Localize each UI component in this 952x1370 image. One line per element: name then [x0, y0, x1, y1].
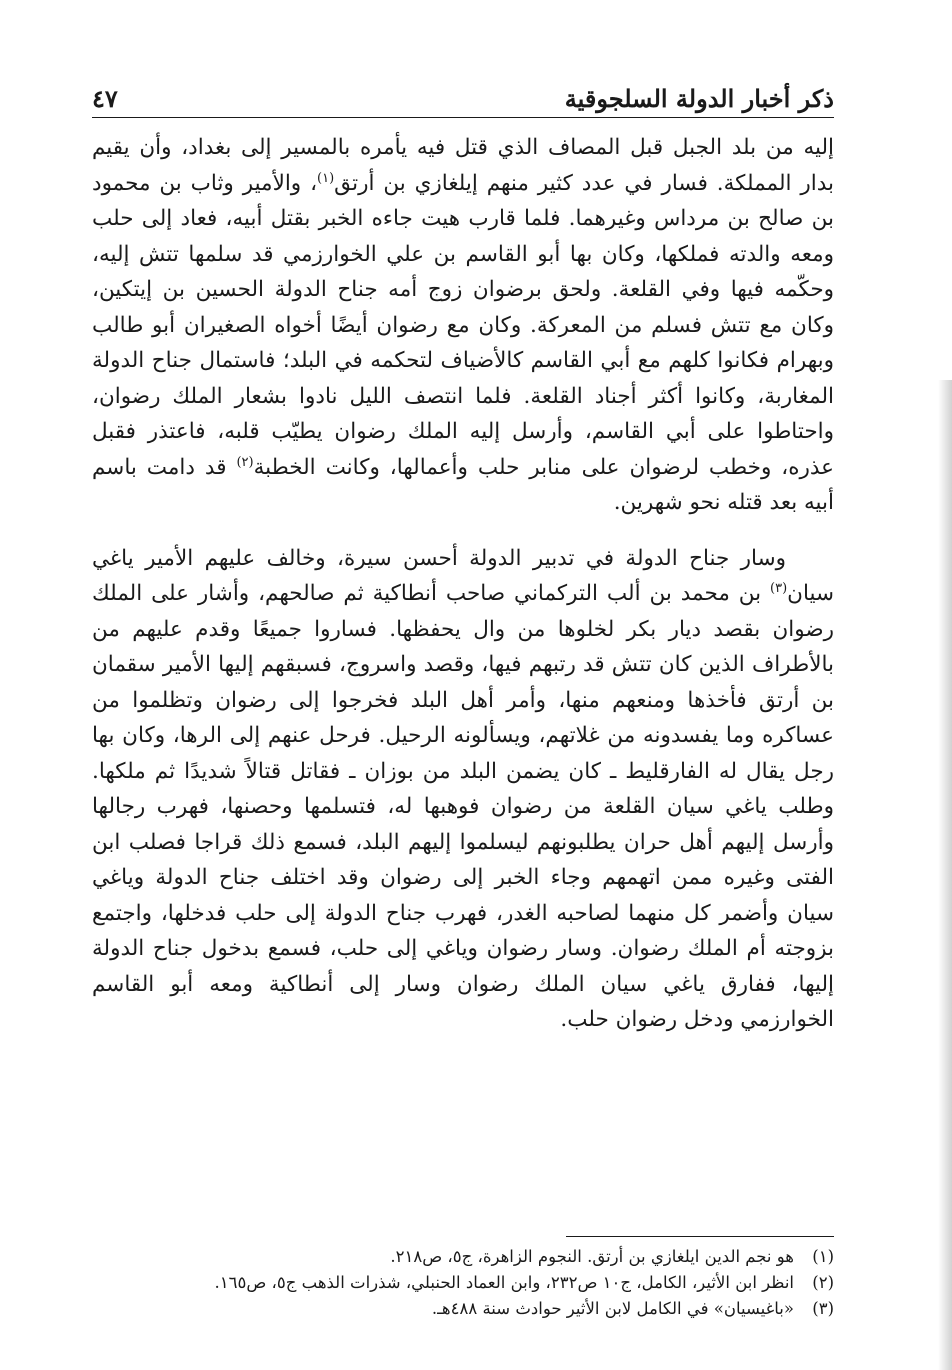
footnote-3: [92, 1296, 834, 1322]
footnote-ref-3[interactable]: (٣): [770, 580, 788, 596]
footnote-1-text: هو نجم الدين ايلغازي بن أرتق. النجوم الزاهرة، ج٥، ص٢١٨.: [390, 1247, 794, 1266]
header-rule: [92, 117, 834, 118]
scan-edge-shadow: [938, 380, 952, 1370]
footnote-ref-1[interactable]: (١): [317, 170, 335, 186]
main-text: [92, 130, 834, 1038]
page-number: ٤٧: [92, 84, 118, 113]
footnote-separator: [566, 1236, 834, 1237]
footnote-1: [92, 1244, 834, 1270]
paragraph-1-part-a: إليه من بلد الجبل قبل المصاف الذي قتل فيه يأمره بالمسير إلى بغداد، وأن يقيم بدار المملكة. فسار في عدد كثير منهم إيلغازي بن أرتق: [92, 135, 834, 196]
paragraph-1-part-c: قد دامت باسم أبيه بعد قتله نحو شهرين.: [92, 454, 834, 515]
footnote-2-text: انظر ابن الأثير، الكامل، ج١٠ ص٢٣٢، وابن العماد الحنبلي، شذرات الذهب ج٥، ص١٦٥.: [214, 1273, 794, 1292]
page-header: [92, 78, 834, 118]
footnotes: [92, 1244, 834, 1322]
paragraph-2-part-a: وسار جناح الدولة في تدبير الدولة أحسن سيرة، وخالف عليهم الأمير ياغي سيان: [92, 545, 834, 606]
footnote-2-number: (٢): [812, 1273, 834, 1292]
paragraph-2: [92, 541, 834, 1038]
footnote-1-number: (١): [812, 1247, 834, 1266]
paragraph-1-part-b: ، والأمير وثاب بن محمود بن صالح بن مرداس وغيرهما. فلما قارب هيت جاءه الخبر بقتل أبيه، فعاد إلى حلب ومعه والدته فملكها، وكان بها أبو القاسم بن علي الخوارزمي قد سلمها تتش إليه، وحكّمه فيها وفي القلعة. ولحق برضوان زوج أمه جناح الدولة الحسين بن إيتكين، وكان مع تتش فسلم من المعركة. وكان مع رضوان أيضًا أخواه الصغيران أبو طالب وبهرام فكانوا كلهم مع أبي القاسم كالأضياف لتحكمه في البلد؛ فاستمال جناح الدولة المغاربة، وكانوا أكثر أجناد القلعة. فلما انتصف الليل نادوا بشعار الملك رضوان، واحتاطوا على أبي القاسم، وأرسل إليه الملك رضوان يطيّب قلبه، فاعتذر فقبل عذره، وخطب لرضوان على منابر حلب وأعمالها، وكانت الخطبة: [92, 170, 834, 480]
footnote-ref-2[interactable]: (٢): [236, 454, 254, 470]
paragraph-2-part-b: بن محمد بن ألب التركماني صاحب أنطاكية ثم صالحهم، وأشار على الملك رضوان بقصد ديار بكر لخلوها من وال يحفظها. فساروا جميعًا وقدم عليهم من بالأطراف الذين كان تتش قد رتبهم فيها، وقصد واسروج، فسبقهم إليها الأمير سقمان بن أرتق فأخذها ومنعهم منها، وأمر أهل البلد فخرجوا إلى رضوان وتظلموا من عساكره وما يفسدونه من غلاتهم، ويسألونه الرحيل. فرحل عنهم إلى الرها، وكان بها رجل يقال له الفارقليط ـ كان يضمن البلد من بوزان ـ فقاتل قتالاً شديدًا ثم ملكها. وطلب ياغي سيان القلعة من رضوان فوهبها له، فتسلمها وحصنها، فهرب رجالها وأرسل إليهم أهل حران يطلبونهم ليسلموا إليهم البلد، فسمع ذلك قراجا فصلب ابن الفتى وغيره ممن اتهمهم وجاء الخبر إلى رضوان وقد اختلف جناح الدولة وياغي سيان وأضمر كل منهما لصاحبه الغدر، فهرب جناح الدولة إلى حلب فدخلها، واجتمع بزوجته أم الملك رضوان. وسار رضوان وياغي إلى حلب، فسمع بدخول جناح الدولة إليها، ففارق ياغي سيان الملك رضوان وسار إلى أنطاكية ومعه أبو القاسم الخوارزمي ودخل رضوان حلب.: [92, 581, 834, 1032]
paragraph-1: [92, 130, 834, 521]
running-title: ذكر أخبار الدولة السلجوقية: [564, 84, 834, 113]
footnote-3-number: (٣): [812, 1299, 834, 1318]
footnote-2: [92, 1270, 834, 1296]
footnote-3-text: «باغيسيان» في الكامل لابن الأثير حوادث سنة ٤٨٨هـ.: [431, 1299, 794, 1318]
